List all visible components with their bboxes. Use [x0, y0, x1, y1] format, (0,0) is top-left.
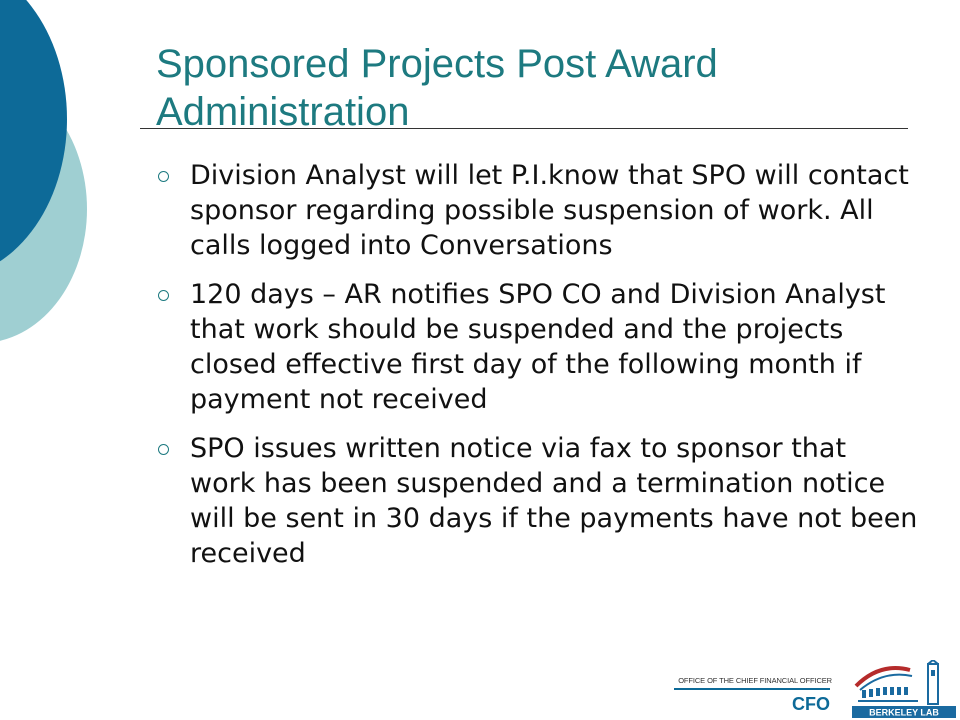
bullet-circle-icon	[158, 290, 169, 301]
bullet-item	[158, 277, 918, 417]
bullet-circle-icon	[158, 444, 169, 455]
cfo-divider	[674, 688, 830, 690]
berkeley-lab-logo-icon	[850, 660, 958, 720]
bullet-item	[158, 158, 918, 263]
bullet-text: 120 days – AR notifies SPO CO and Division Analyst that work should be suspended and the projects closed effective first day of the following month if payment not received	[190, 279, 886, 415]
office-label: OFFICE OF THE CHIEF FINANCIAL OFFICER	[678, 676, 832, 685]
bullet-item	[158, 431, 918, 571]
svg-text:BERKELEY LAB: BERKELEY LAB	[869, 707, 939, 718]
cfo-footer	[672, 676, 832, 720]
bullet-text: SPO issues written notice via fax to sponsor that work has been suspended and a termination notice will be sent in 30 days if the payments have not been received	[190, 433, 918, 569]
bullet-text: Division Analyst will let P.I.know that SPO will contact sponsor regarding possible suspension of work. All calls logged into Conversations	[190, 160, 909, 261]
cfo-label: CFO	[792, 694, 830, 714]
bullet-list	[158, 158, 918, 585]
bullet-circle-icon	[158, 171, 169, 182]
slide-title: Sponsored Projects Post Award Administration	[156, 42, 718, 134]
title-divider	[140, 128, 908, 129]
